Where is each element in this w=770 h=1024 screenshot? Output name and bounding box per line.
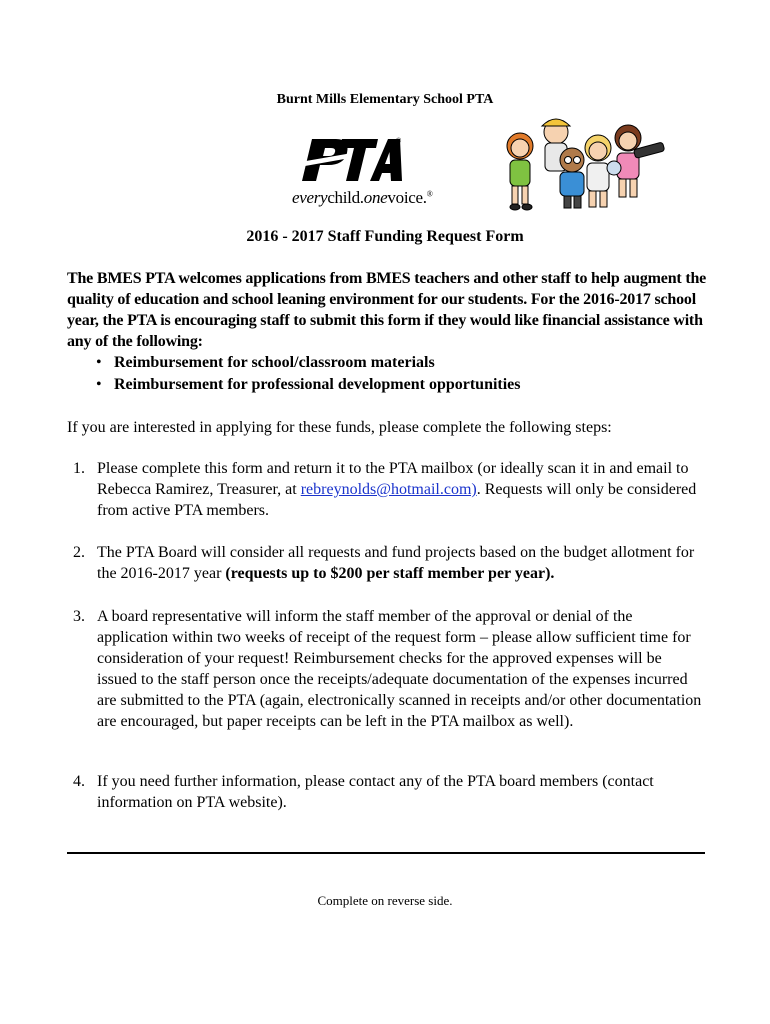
- funding-type-item: [96, 374, 521, 396]
- tagline-child: child.: [327, 188, 364, 207]
- step-text: If you need further information, please contact any of the PTA board members (contact information on PTA website).: [97, 773, 654, 811]
- tagline-voice: voice.: [387, 188, 427, 207]
- funding-limit-text: (requests up to $200 per staff member per year).: [225, 565, 555, 582]
- steps-lead-text: If you are interested in applying for these funds, please complete the following steps:: [67, 419, 612, 436]
- step-2: [73, 542, 703, 584]
- step-3: [73, 606, 703, 732]
- step-text: A board representative will inform the staff member of the approval or denial of the application within two weeks of receipt of the request form – please allow sufficient time for consideration of your request! Reimbursement checks for the approved expenses will be issued to the staff person once the receipts/adequate documentation of the expenses incurred are submitted to the PTA (again, electronically scanned in receipts and/or other documentation are encouraged, but paper receipts can be left in the PTA mailbox as well).: [97, 608, 702, 730]
- horizontal-divider: [67, 852, 705, 854]
- funding-type-label: Reimbursement for school/classroom materials: [114, 354, 435, 371]
- step-number: 3.: [73, 608, 85, 625]
- step-number: 1.: [73, 460, 85, 477]
- footer-note: Complete on reverse side.: [317, 893, 453, 908]
- tagline-one: one: [363, 188, 388, 207]
- children-clipart: [498, 108, 668, 218]
- step-number: 2.: [73, 544, 85, 561]
- form-title: 2016 - 2017 Staff Funding Request Form: [246, 228, 524, 245]
- step-1: [73, 458, 703, 521]
- step-text: . Requests will only be considered from active PTA members.: [97, 481, 697, 519]
- pta-logo: [292, 133, 442, 213]
- pta-tagline: [292, 188, 452, 208]
- tagline-every: every: [292, 188, 328, 207]
- funding-type-item: [96, 352, 521, 374]
- step-number: 4.: [73, 773, 85, 790]
- step-text: Please complete this form and return it to the PTA mailbox (or ideally scan it in and email to Rebecca Ramirez, Treasurer, at: [97, 460, 689, 498]
- treasurer-email-link[interactable]: rebreynolds@hotmail.com): [300, 481, 477, 498]
- intro-paragraph: The BMES PTA welcomes applications from BMES teachers and other staff to help augment the quality of education and school leaning environment for our students. For the 2016-2017 school year, the PTA is encouraging staff to submit this form if they would like financial assistance with any of the following:: [67, 270, 707, 350]
- school-name-heading: Burnt Mills Elementary School PTA: [276, 92, 494, 107]
- step-text: The PTA Board will consider all requests and fund projects based on the budget allotment for the 2016-2017 year: [97, 544, 695, 582]
- step-4: [73, 771, 703, 813]
- registered-mark: ®: [396, 138, 402, 145]
- funding-type-label: Reimbursement for professional development opportunities: [114, 376, 521, 393]
- tagline-registered: ®: [426, 189, 433, 199]
- pta-logo-mark: [292, 133, 402, 185]
- funding-types-list: [96, 352, 521, 396]
